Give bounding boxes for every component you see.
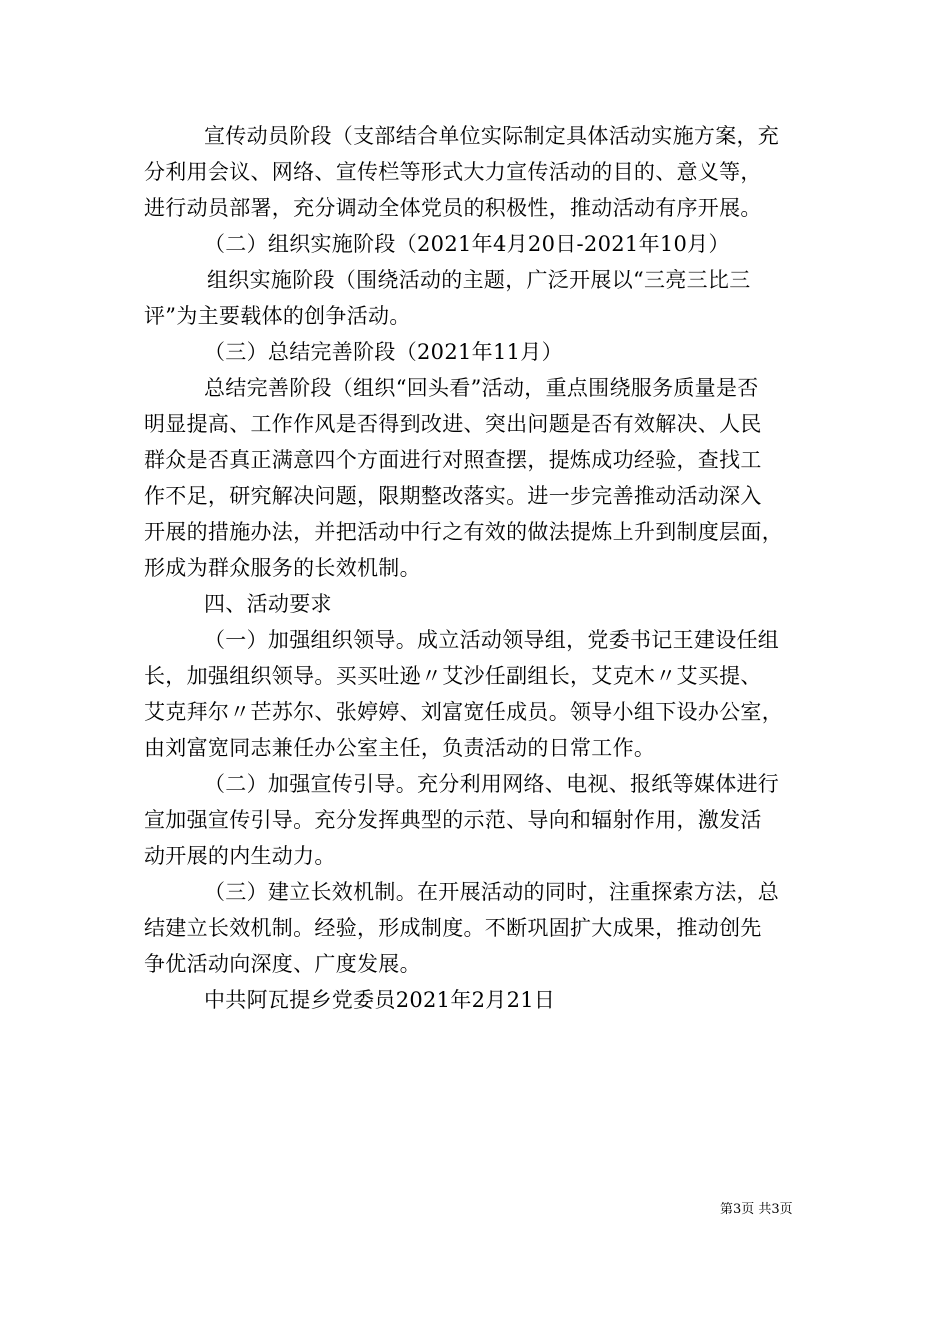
paragraph-line: 形成为群众服务的长效机制。 xyxy=(144,556,421,580)
section-heading: （二）组织实施阶段（2021年4月20日-2021年10月） xyxy=(204,232,730,256)
signature-line: 中共阿瓦提乡党委员2021年2月21日 xyxy=(204,988,556,1012)
paragraph-line: （三）建立长效机制。在开展活动的同时，注重探索方法，总 xyxy=(204,880,780,904)
paragraph-line: 艾克拜尔〃芒苏尔、张婷婷、刘富宽任成员。领导小组下设办公室， xyxy=(144,700,783,724)
paragraph-line: 作不足，研究解决问题，限期整改落实。进一步完善推动活动深入 xyxy=(144,484,762,508)
paragraph-line: （二）加强宣传引导。充分利用网络、电视、报纸等媒体进行 xyxy=(204,772,780,796)
paragraph-line: 群众是否真正满意四个方面进行对照查摆，提炼成功经验，查找工 xyxy=(144,448,762,472)
paragraph-line: 分利用会议、网络、宣传栏等形式大力宣传活动的目的、意义等， xyxy=(144,160,762,184)
paragraph-line: 组织实施阶段（围绕活动的主题，广泛开展以“三亮三比三 xyxy=(207,268,751,292)
paragraph-line: 动开展的内生动力。 xyxy=(144,844,336,868)
section-heading: （三）总结完善阶段（2021年11月） xyxy=(204,340,563,364)
section-heading: 四、活动要求 xyxy=(204,592,332,616)
paragraph-line: 评”为主要载体的创争活动。 xyxy=(144,304,411,328)
paragraph-line: 明显提高、工作作风是否得到改进、突出问题是否有效解决、人民 xyxy=(144,412,762,436)
paragraph-line: 开展的措施办法，并把活动中行之有效的做法提炼上升到制度层面， xyxy=(144,520,783,544)
page-footer: 第3页 共3页 xyxy=(720,1202,793,1217)
paragraph-line: 进行动员部署，充分调动全体党员的积极性，推动活动有序开展。 xyxy=(144,196,762,220)
paragraph-line: 宣传动员阶段（支部结合单位实际制定具体活动实施方案，充 xyxy=(204,124,780,148)
paragraph-line: 总结完善阶段（组织“回头看”活动，重点围绕服务质量是否 xyxy=(204,376,759,400)
paragraph-line: 宣加强宣传引导。充分发挥典型的示范、导向和辐射作用，激发活 xyxy=(144,808,762,832)
paragraph-line: 争优活动向深度、广度发展。 xyxy=(144,952,421,976)
paragraph-line: 长，加强组织领导。买买吐逊〃艾沙任副组长，艾克木〃艾买提、 xyxy=(144,664,762,688)
paragraph-line: 由刘富宽同志兼任办公室主任，负责活动的日常工作。 xyxy=(144,736,656,760)
paragraph-line: （一）加强组织领导。成立活动领导组，党委书记王建设任组 xyxy=(204,628,780,652)
paragraph-line: 结建立长效机制。经验，形成制度。不断巩固扩大成果，推动创先 xyxy=(144,916,762,940)
